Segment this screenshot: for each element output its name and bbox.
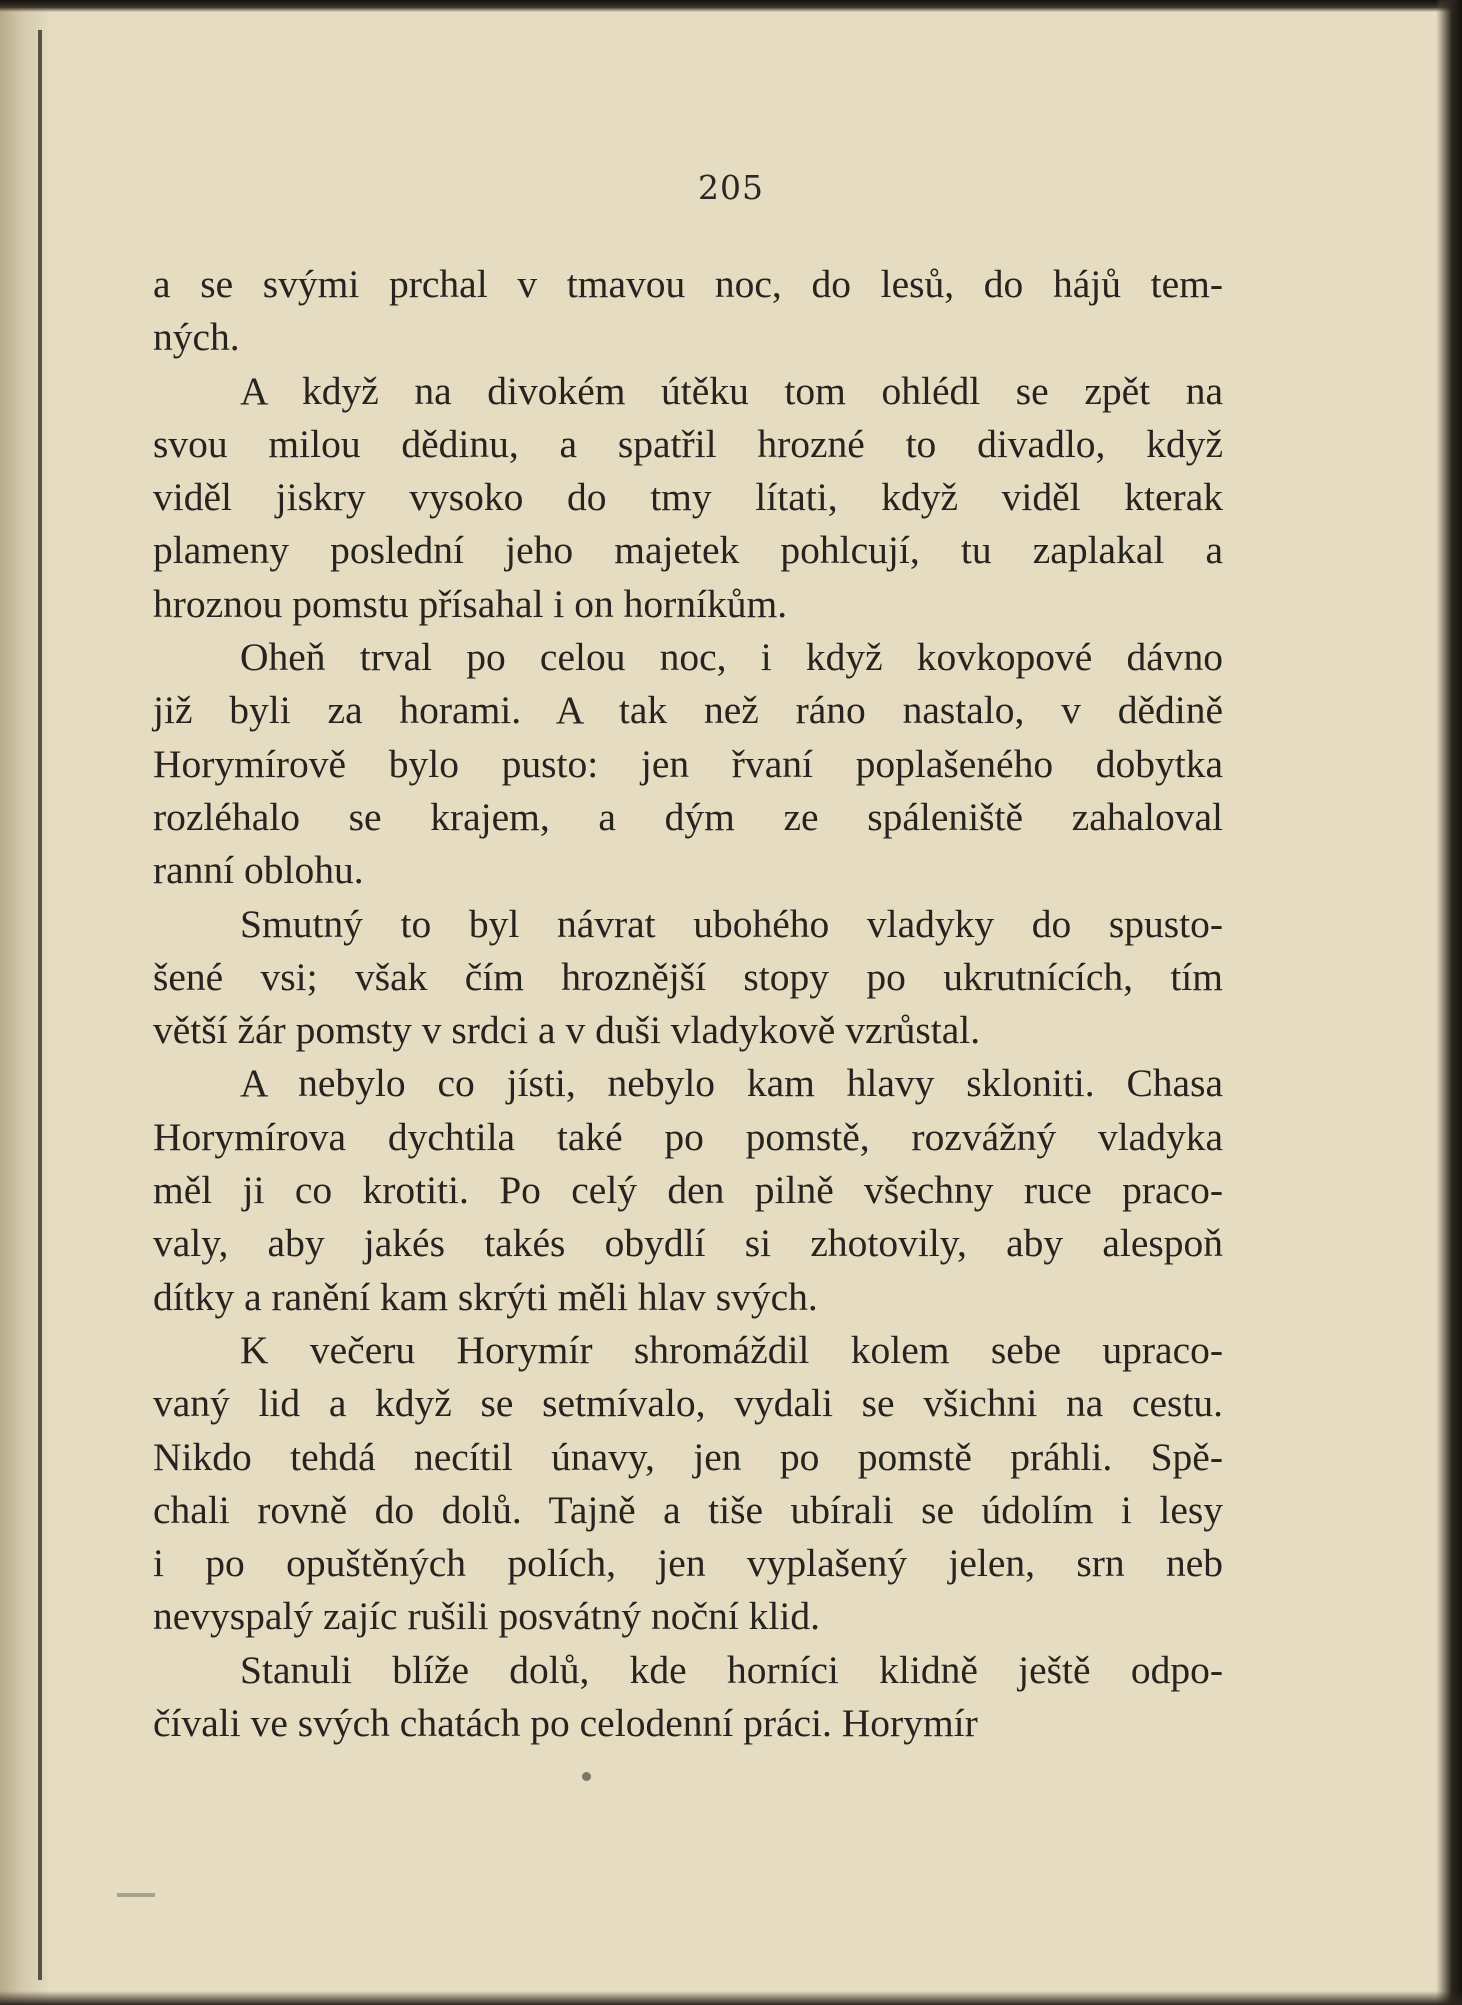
text-line: a se svými prchal v tmavou noc, do lesů, do hájů tem- <box>153 262 1223 306</box>
text-line: viděl jiskry vysoko do tmy lítati, když viděl kterak <box>153 475 1223 520</box>
text-line: nevyspalý zajíc rušili posvátný noční klid. <box>153 1594 820 1639</box>
text-line: měl ji co krotiti. Po celý den pilně všechny ruce praco- <box>153 1168 1223 1213</box>
text-line: ranní oblohu. <box>153 848 364 893</box>
text-line: šené vsi; však čím hroznější stopy po ukrutnících, tím <box>153 954 1223 999</box>
page-number: 205 <box>698 168 764 207</box>
right-page-edge <box>1436 0 1462 2005</box>
paragraph <box>153 898 1223 1058</box>
paragraph <box>153 1324 1223 1644</box>
text-line: dítky a ranění kam skrýti měli hlav svých. <box>153 1274 818 1319</box>
text-line: Nikdo tehdá necítil únavy, jen po pomstě práhli. Spě- <box>153 1434 1223 1479</box>
text-line: K večeru Horymír shromáždil kolem sebe upraco- <box>240 1327 1223 1372</box>
top-page-edge <box>0 0 1462 12</box>
text-line: Smutný to byl návrat ubohého vladyky do spusto- <box>240 901 1223 946</box>
stray-ink-mark <box>117 1893 155 1897</box>
text-line: A nebylo co jísti, nebylo kam hlavy skloniti. Chasa <box>240 1061 1223 1106</box>
text-line: svou milou dědinu, a spatřil hrozné to divadlo, když <box>153 421 1223 466</box>
text-line: Oheň trval po celou noc, i když kovkopové dávno <box>240 635 1223 680</box>
paragraph <box>153 258 1223 365</box>
text-line: Horymírově bylo pusto: jen řvaní poplašeného dobytka <box>153 741 1223 786</box>
text-line: hroznou pomstu přísahal i on horníkům. <box>153 581 788 626</box>
paragraph <box>153 631 1223 897</box>
ink-dot-mark <box>582 1772 591 1781</box>
text-line: i po opuštěných polích, jen vyplašený jelen, srn neb <box>153 1541 1223 1586</box>
text-line: vaný lid a když se setmívalo, vydali se všichni na cestu. <box>153 1381 1223 1426</box>
text-line: Horymírova dychtila také po pomstě, rozvážný vladyka <box>153 1114 1223 1159</box>
text-line: již byli za horami. A tak než ráno nastalo, v dědině <box>153 688 1223 733</box>
text-line: rozléhalo se krajem, a dým ze spáleniště zahaloval <box>153 794 1223 839</box>
text-line: chali rovně do dolů. Tajně a tiše ubírali se údolím i lesy <box>153 1487 1223 1532</box>
paragraph <box>153 1057 1223 1323</box>
text-line: plameny poslední jeho majetek pohlcují, tu zaplakal a <box>153 528 1223 573</box>
text-line: ných. <box>153 315 240 360</box>
text-line: A když na divokém útěku tom ohlédl se zpět na <box>240 368 1223 413</box>
text-line: větší žár pomsty v srdci a v duši vladykově vzrůstal. <box>153 1008 981 1053</box>
text-line: valy, aby jakés takés obydlí si zhotovily, aby alespoň <box>153 1221 1223 1266</box>
paragraph <box>153 365 1223 631</box>
paragraph <box>153 1644 1223 1751</box>
text-line: Stanuli blíže dolů, kde horníci klidně ještě odpo- <box>240 1647 1223 1692</box>
text-line: čívali ve svých chatách po celodenní práci. Horymír <box>153 1701 978 1746</box>
body-text <box>153 258 1223 1750</box>
binding-edge-line <box>38 30 42 1980</box>
bottom-page-edge <box>0 1991 1462 2005</box>
